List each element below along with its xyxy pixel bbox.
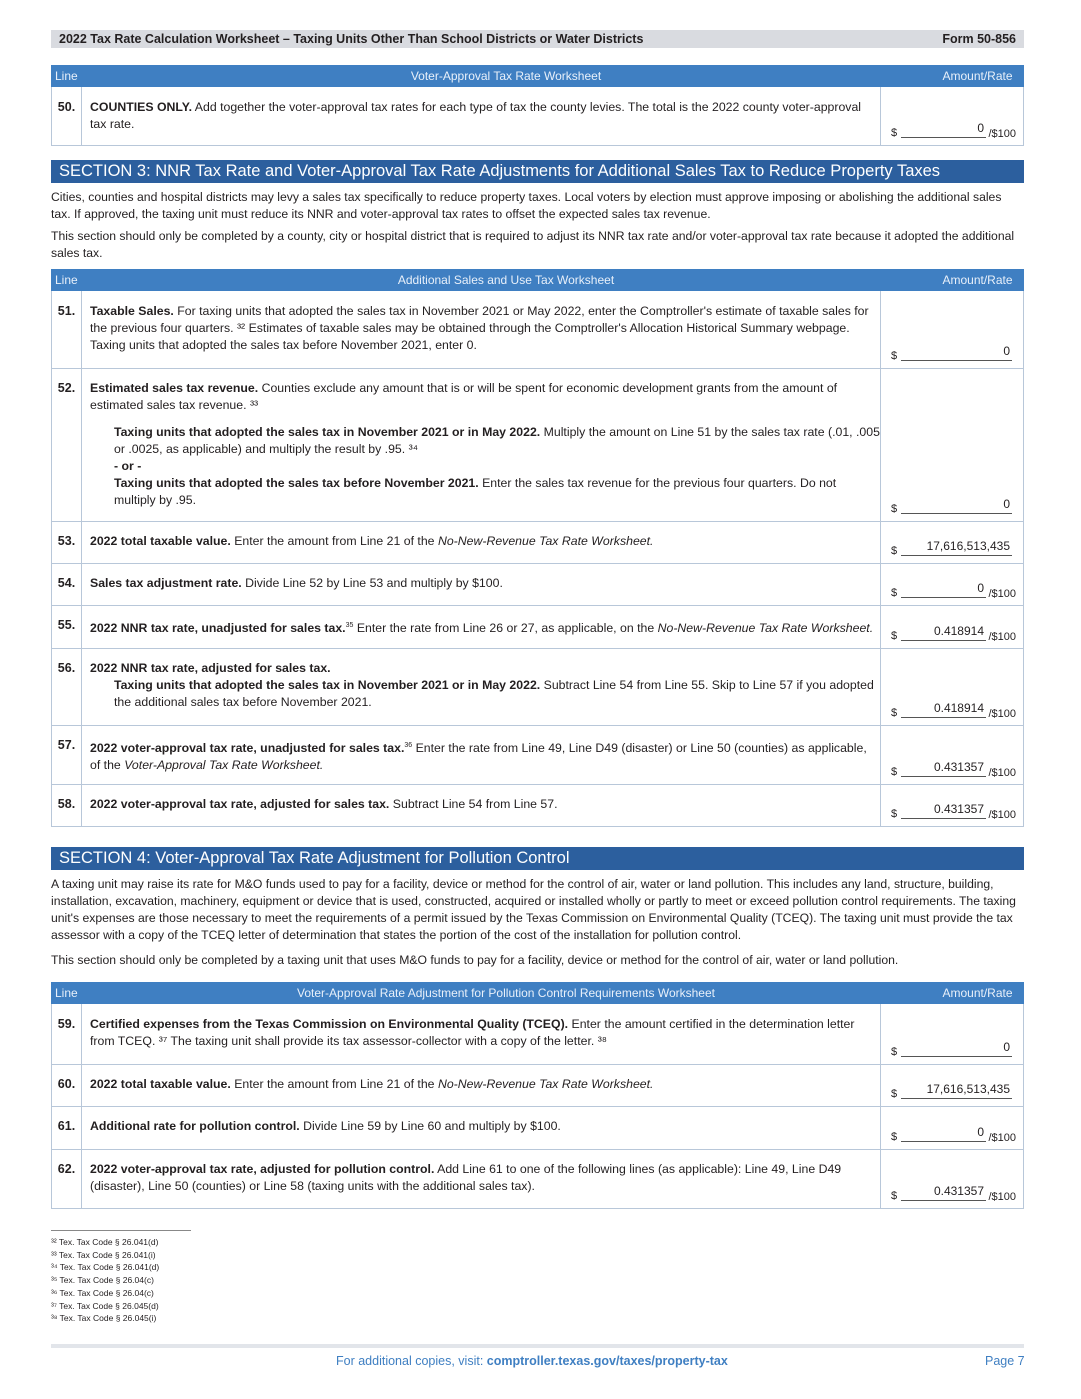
footer-divider (51, 1344, 1024, 1348)
section-4-header: SECTION 4: Voter-Approval Tax Rate Adjustment for Pollution Control (51, 847, 1024, 870)
amount-value[interactable]: 0.431357 (901, 760, 986, 777)
table-row-59: 59. Certified expenses from the Texas Commission on Environmental Quality (TCEQ). Enter the amount certified in the determination letter from TCEQ. ³⁷ The taxing unit shall provide its tax assessor-collector with a copy of the letter. ³⁸ $ 0 (51, 1004, 1024, 1065)
table-row-61: 61. Additional rate for pollution control. Divide Line 59 by Line 60 and multiply by $100. $ 0 /$100 (51, 1106, 1024, 1150)
section-3-header: SECTION 3: NNR Tax Rate and Voter-Approval Tax Rate Adjustments for Additional Sales Tax to Reduce Property Taxes (51, 160, 1024, 183)
amount-value[interactable]: 0.431357 (901, 802, 986, 819)
table-row-53: 53. 2022 total taxable value. Enter the amount from Line 21 of the No-New-Revenue Tax Rate Worksheet. $ 17,616,513,435 (51, 521, 1024, 564)
amount-value[interactable]: 0.431357 (901, 1184, 986, 1201)
form-number: Form 50-856 (942, 32, 1016, 46)
footnotes: ³² Tex. Tax Code § 26.041(d) ³³ Tex. Tax Code § 26.041(i) ³⁴ Tex. Tax Code § 26.041(d) ³⁵ Tex. Tax Code § 26.04(c) ³⁶ Tex. Tax Code § 26.04(c) ³⁷ Tex. Tax Code § 26.045(d) ³⁸ Tex. Tax Code § 26.045(i) (51, 1237, 160, 1324)
line-number: 50. (52, 87, 82, 145)
amount-value[interactable]: 17,616,513,435 (901, 539, 1012, 556)
footnote-divider (51, 1230, 191, 1231)
amount-value[interactable]: 0 (901, 1125, 986, 1142)
col-amount: Amount/Rate (942, 69, 1013, 83)
amount-value[interactable]: 0 (901, 121, 986, 138)
amount-value[interactable]: 0 (901, 581, 986, 598)
amount-value[interactable]: 0.418914 (901, 701, 986, 718)
amount-value[interactable]: 0 (901, 344, 1012, 361)
section-3-scope: This section should only be completed by a county, city or hospital district that is required to adjust its NNR tax rate and/or voter-approval tax rate because it adopted the additional sales tax. (51, 229, 1015, 260)
table-header (51, 65, 1024, 87)
amount-value[interactable]: 0.418914 (901, 624, 986, 641)
table-row-62: 62. 2022 voter-approval tax rate, adjusted for pollution control. Add Line 61 to one of the following lines (as applicable): Line 49, Line D49 (disaster), Line 50 (counties) or Line 58 (taxing units with the additional sales tax). $ 0.431357 /$100 (51, 1149, 1024, 1209)
table-row-56: 56. 2022 NNR tax rate, adjusted for sales tax. Taxing units that adopted the sales tax in November 2021 or in May 2022. Subtract Line 54 from Line 55. Skip to Line 57 if you adopted the additional sales tax before November 2021. $ 0.418914 /$100 (51, 648, 1024, 726)
amount-value[interactable]: 0 (901, 1040, 1012, 1057)
footer-text: For additional copies, visit: comptroller.texas.gov/taxes/property-tax (336, 1354, 728, 1368)
form-title: 2022 Tax Rate Calculation Worksheet – Taxing Units Other Than School Districts or Water Districts (59, 32, 644, 46)
table-row-57: 57. 2022 voter-approval tax rate, unadjusted for sales tax.$^{36}$ Enter the rate from Line 49, Line D49 (disaster) or Line 50 (counties) as applicable, of the Voter-Approval Tax Rate Worksheet. $ 0.431357 /$100 (51, 725, 1024, 785)
amount-cell: $ 0 /$100 (880, 87, 1024, 145)
table-row-55: 55. 2022 NNR tax rate, unadjusted for sales tax.$^{35}$ Enter the rate from Line 26 or 27, as applicable, on the No-New-Revenue Tax Rate Worksheet. $ 0.418914 /$100 (51, 605, 1024, 649)
section-3-intro: Cities, counties and hospital districts may levy a sales tax specifically to reduce property taxes. Local voters by election must approve imposing or abolishing the additional sales tax. If approved, the taxing unit must reduce its NNR and voter-approval tax rates to offset the expected sales tax revenue. (51, 190, 1002, 221)
form-header (51, 30, 1024, 48)
line-description: COUNTIES ONLY. Add together the voter-approval tax rates for each type of tax the county levies. The total is the 2022 county voter-approval tax rate. (90, 100, 862, 131)
amount-value[interactable]: 17,616,513,435 (901, 1082, 1012, 1099)
table-header: Line Additional Sales and Use Tax Worksheet Amount/Rate (51, 269, 1024, 291)
page-number: Page 7 (985, 1354, 1025, 1368)
table-row-52: 52. Estimated sales tax revenue. Counties exclude any amount that is or will be spent for economic development grants from the amount of estimated sales tax revenue. ³³ Taxing units that adopted the sales tax in November 2021 or in May 2022. Multiply the amount on Line 51 by the sales tax rate (.01, .005 or .0025, as applicable) and multiply the result by .95. ³⁴ - or - Taxing units that adopted the sales tax before November 2021. Enter the sales tax revenue for the previous four quarters. Do not multiply by .95. $ 0 (51, 368, 1024, 522)
table-header: Line Voter-Approval Rate Adjustment for Pollution Control Requirements Worksheet Amount/Rate (51, 982, 1024, 1004)
section-4-intro: A taxing unit may raise its rate for M&O funds used to pay for a facility, device or method for the control of air, water or land pollution. This includes any land, structure, building, installation, excavation, machinery, equipment or device that is used, constructed, acquired or installed wholly or partly to meet or exceed pollution control requirements. The taxing unit's expenses are those necessary to meet the requirements of a permit issued by the Texas Commission on Environmental Quality (TCEQ). The taxing unit must provide the tax assessor with a copy of the TCEQ letter of determination that states the portion of the cost of the installation for pollution control. (51, 877, 1016, 942)
table-row-60: 60. 2022 total taxable value. Enter the amount from Line 21 of the No-New-Revenue Tax Rate Worksheet. $ 17,616,513,435 (51, 1064, 1024, 1107)
footer-link[interactable]: comptroller.texas.gov/taxes/property-tax (486, 1354, 728, 1368)
table-row-54: 54. Sales tax adjustment rate. Divide Line 52 by Line 53 and multiply by $100. $ 0 /$100 (51, 563, 1024, 606)
col-title: Voter-Approval Tax Rate Worksheet (410, 69, 602, 83)
table-row-51: 51. Taxable Sales. For taxing units that adopted the sales tax in November 2021 or May 2022, enter the Comptroller's estimate of taxable sales for the previous four quarters. ³² Estimates of taxable sales may be obtained through the Comptroller's Allocation Historical Summary webpage. Taxing units that adopted the sales tax before November 2021, enter 0. $ 0 (51, 291, 1024, 369)
col-line: Line (55, 69, 78, 83)
table-row-58: 58. 2022 voter-approval tax rate, adjusted for sales tax. Subtract Line 54 from Line 57. $ 0.431357 /$100 (51, 784, 1024, 827)
amount-value[interactable]: 0 (901, 497, 1012, 514)
table-row-50 (51, 87, 1024, 146)
section-4-scope: This section should only be completed by a taxing unit that uses M&O funds to pay for a facility, device or method for the control of air, water or land pollution. (51, 953, 899, 967)
